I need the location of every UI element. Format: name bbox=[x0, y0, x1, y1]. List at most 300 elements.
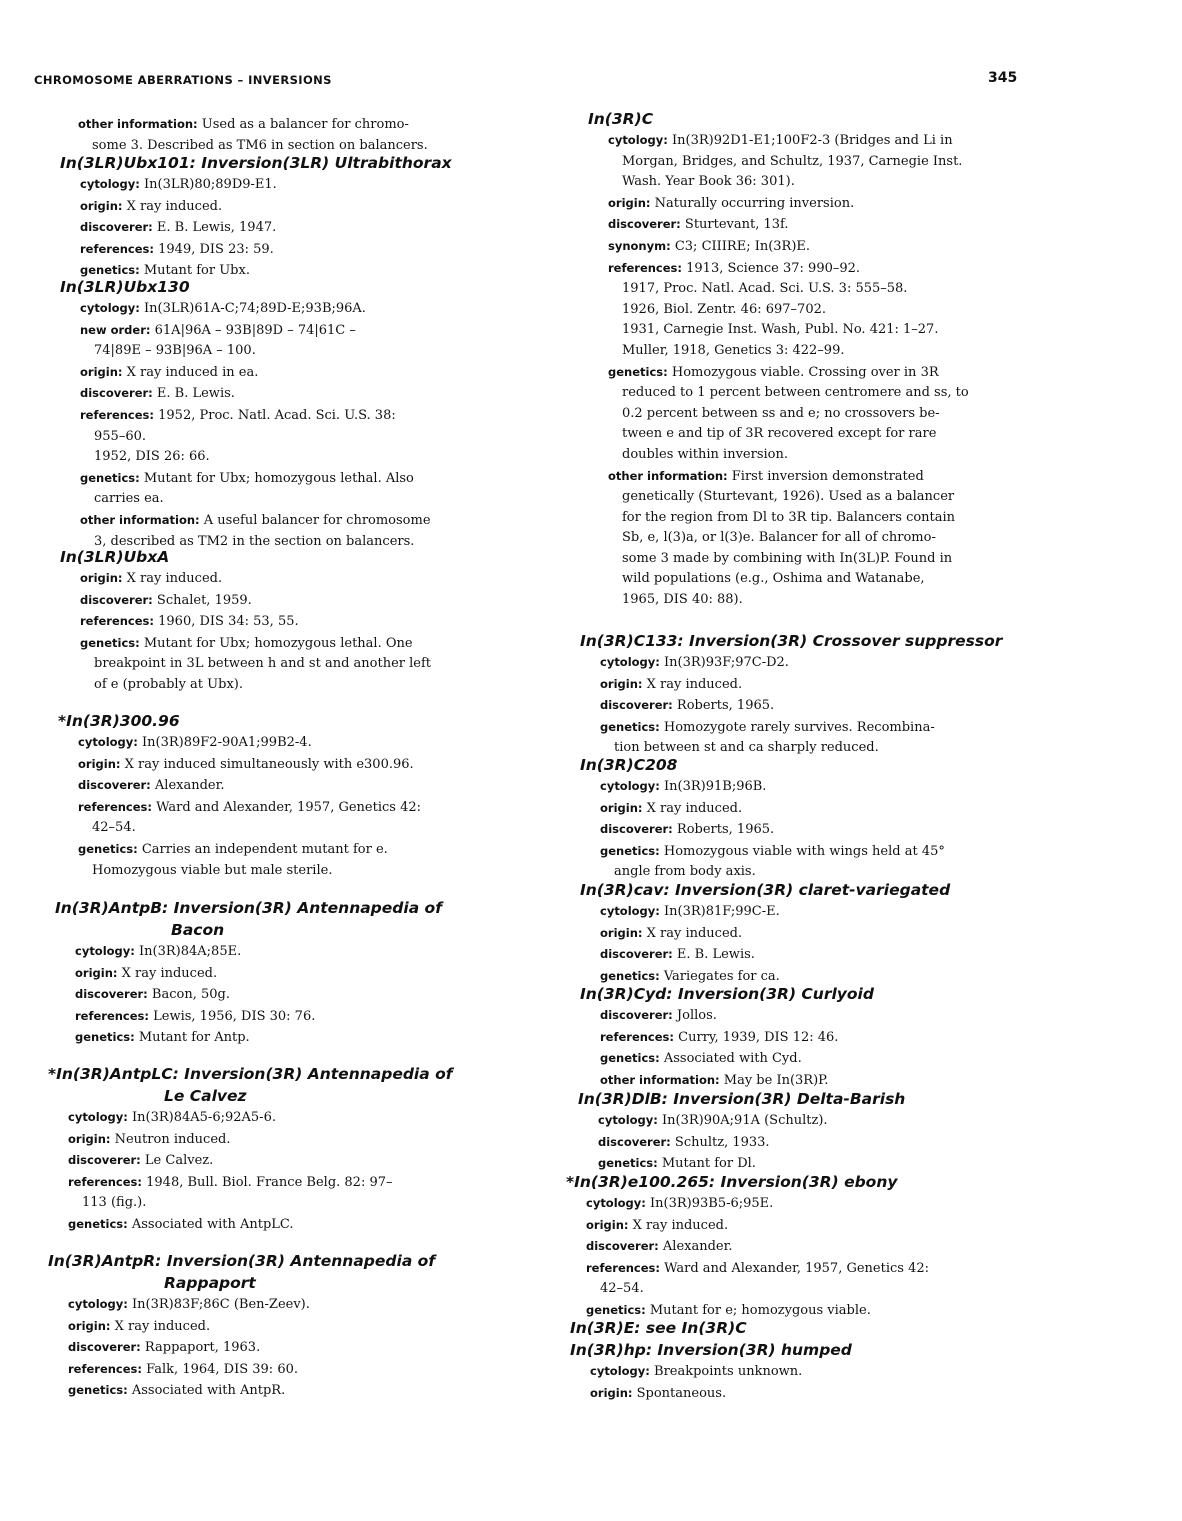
field-text: carries ea. bbox=[94, 491, 164, 507]
field-text: Bacon, 50g. bbox=[147, 987, 230, 1003]
entry-line bbox=[608, 569, 969, 590]
field-label: discoverer: bbox=[608, 217, 681, 232]
field-label: discoverer: bbox=[600, 1008, 673, 1022]
field-text: Homozygous viable. Crossing over in 3R bbox=[667, 364, 939, 380]
entry-line bbox=[598, 1110, 905, 1132]
field-label: discoverer: bbox=[586, 1239, 659, 1254]
entry-line bbox=[78, 797, 421, 819]
field-text: Homozygous viable with wings held at 45° bbox=[659, 843, 945, 859]
field-text: some 3 made by combining with In(3L)P. Found in bbox=[622, 550, 953, 566]
entry-line bbox=[586, 1258, 929, 1280]
entry bbox=[60, 276, 431, 552]
entry bbox=[58, 710, 421, 881]
field-label: genetics: bbox=[80, 263, 140, 278]
entry-title-line: In(3R)Cyd: Inversion(3R) Curlyoid bbox=[580, 985, 874, 1003]
entry-line bbox=[80, 362, 431, 384]
field-label: references: bbox=[78, 799, 152, 814]
field-label: origin: bbox=[586, 1217, 629, 1232]
entry-line bbox=[600, 717, 1002, 739]
field-text: Wash. Year Book 36: 301). bbox=[622, 174, 795, 190]
entry-line bbox=[600, 841, 945, 863]
field-text: X ray induced in ea. bbox=[122, 364, 259, 380]
field-label: other information: bbox=[600, 1072, 720, 1087]
field-text: for the region from Dl to 3R tip. Balancers contain bbox=[622, 509, 956, 525]
field-label: genetics: bbox=[68, 1383, 128, 1398]
field-text: tion between st and ca sharply reduced. bbox=[614, 740, 879, 756]
field-text: 42–54. bbox=[92, 820, 136, 836]
entry-line bbox=[608, 508, 969, 529]
field-label: cytology: bbox=[586, 1196, 646, 1210]
entry-line bbox=[608, 152, 969, 173]
entry-title bbox=[580, 879, 950, 901]
entry bbox=[570, 1339, 852, 1404]
field-label: discoverer: bbox=[600, 822, 673, 837]
entry-line bbox=[586, 1215, 929, 1237]
field-label: cytology: bbox=[600, 904, 660, 918]
entry-title-line: In(3LR)Ubx101: Inversion(3LR) Ultrabithorax bbox=[60, 154, 452, 172]
field-text: In(3R)90A;91A (Schultz). bbox=[657, 1113, 828, 1128]
entry-line bbox=[590, 1383, 852, 1405]
field-label: references: bbox=[600, 1029, 674, 1044]
entry-title-line: In(3R)C133: Inversion(3R) Crossover suppressor bbox=[580, 632, 1003, 650]
entry-line bbox=[608, 341, 969, 362]
entry-title-line: In(3LR)Ubx130 bbox=[60, 278, 190, 296]
entry-line bbox=[80, 654, 431, 675]
entry-line bbox=[80, 447, 431, 468]
field-text: Jollos. bbox=[672, 1008, 717, 1023]
entry bbox=[78, 114, 428, 156]
entry-line bbox=[600, 901, 950, 923]
field-text: Curry, 1939, DIS 12: 46. bbox=[674, 1029, 839, 1045]
field-text: Le Calvez. bbox=[140, 1153, 214, 1169]
entry-line bbox=[75, 984, 442, 1006]
field-text: breakpoint in 3L between h and st and another left bbox=[94, 656, 432, 672]
entry-line bbox=[80, 633, 431, 655]
field-label: discoverer: bbox=[75, 987, 148, 1002]
field-text: X ray induced. bbox=[628, 1217, 729, 1233]
entry-title bbox=[60, 276, 431, 298]
field-label: new order: bbox=[80, 322, 151, 337]
entry-line bbox=[608, 404, 969, 425]
entry-line bbox=[68, 1193, 453, 1214]
entry-line bbox=[608, 549, 969, 570]
entry-title bbox=[48, 1250, 435, 1294]
entry-title bbox=[578, 1088, 905, 1110]
entry-line bbox=[600, 944, 950, 966]
entry-title-line: *In(3R)300.96 bbox=[58, 712, 180, 730]
field-label: discoverer: bbox=[598, 1134, 671, 1149]
entry-line bbox=[80, 174, 452, 196]
field-text: genetically (Sturtevant, 1926). Used as a balancer bbox=[622, 489, 955, 505]
entry-line bbox=[80, 196, 452, 218]
entry-title-line: Le Calvez bbox=[164, 1087, 247, 1105]
field-text: X ray induced. bbox=[117, 965, 218, 981]
entry-line bbox=[600, 1027, 874, 1049]
entry-line bbox=[608, 300, 969, 321]
entry-title-line: Bacon bbox=[171, 921, 225, 939]
field-text: In(3R)91B;96B. bbox=[659, 779, 767, 794]
entry-line bbox=[80, 298, 431, 320]
field-text: In(3R)84A5-6;92A5-6. bbox=[127, 1110, 276, 1125]
field-text: 1949, DIS 23: 59. bbox=[154, 241, 274, 257]
field-text: Neutron induced. bbox=[110, 1131, 231, 1147]
field-text: Naturally occurring inversion. bbox=[650, 195, 855, 211]
field-text: E. B. Lewis, 1947. bbox=[152, 220, 277, 236]
entry-line bbox=[608, 445, 969, 466]
field-text: 1948, Bull. Biol. France Belg. 82: 97– bbox=[142, 1174, 393, 1190]
field-text: 1926, Biol. Zentr. 46: 697–702. bbox=[622, 301, 826, 317]
entry-line bbox=[600, 652, 1002, 674]
field-text: 74|89E – 93B|96A – 100. bbox=[94, 343, 256, 359]
entry-title-line: In(3R)C208 bbox=[580, 756, 678, 774]
field-label: genetics: bbox=[80, 470, 140, 485]
field-text: angle from body axis. bbox=[614, 864, 756, 880]
entry-line bbox=[80, 239, 452, 261]
entry-line bbox=[600, 776, 945, 798]
field-text: X ray induced. bbox=[122, 571, 223, 586]
entry-line bbox=[80, 405, 431, 427]
entry-title-line: In(3R)AntpB: Inversion(3R) Antennapedia of bbox=[55, 899, 442, 917]
field-text: Mutant for Dl. bbox=[657, 1156, 756, 1172]
field-text: Ward and Alexander, 1957, Genetics 42: bbox=[152, 799, 422, 815]
field-text: In(3R)84A;85E. bbox=[134, 944, 242, 959]
entry-line bbox=[78, 754, 421, 776]
entry-title-line: In(3R)cav: Inversion(3R) claret-variegated bbox=[580, 881, 951, 899]
field-label: cytology: bbox=[68, 1297, 128, 1311]
field-label: genetics: bbox=[586, 1302, 646, 1317]
entry-line bbox=[68, 1107, 453, 1129]
entry-line bbox=[608, 362, 969, 384]
entry-line bbox=[80, 427, 431, 448]
field-label: genetics: bbox=[78, 841, 138, 856]
field-label: origin: bbox=[600, 800, 643, 815]
entry-line bbox=[600, 695, 1002, 717]
field-label: cytology: bbox=[68, 1110, 128, 1124]
entry bbox=[580, 879, 950, 987]
field-label: cytology: bbox=[600, 779, 660, 793]
field-label: cytology: bbox=[608, 133, 668, 147]
entry bbox=[580, 630, 1002, 759]
field-label: discoverer: bbox=[68, 1340, 141, 1355]
field-text: Falk, 1964, DIS 39: 60. bbox=[142, 1361, 298, 1377]
entry-line bbox=[68, 1214, 453, 1236]
field-text: Sturtevant, 13f. bbox=[680, 217, 789, 233]
entry-line bbox=[608, 279, 969, 300]
field-text: Sb, e, l(3)a, or l(3)e. Balancer for all of chromo- bbox=[622, 530, 936, 546]
entry-title bbox=[48, 1063, 453, 1107]
field-label: origin: bbox=[80, 198, 123, 213]
entry-line bbox=[75, 1006, 442, 1028]
field-text: 1952, DIS 26: 66. bbox=[94, 449, 210, 465]
entry-line bbox=[590, 1361, 852, 1383]
field-text: 955–60. bbox=[94, 428, 146, 444]
field-label: cytology: bbox=[80, 177, 140, 191]
field-text: A useful balancer for chromosome bbox=[199, 512, 431, 528]
field-text: In(3R)81F;99C-E. bbox=[659, 904, 780, 919]
entry-line bbox=[608, 590, 969, 611]
field-text: Roberts, 1965. bbox=[672, 822, 775, 838]
field-text: X ray induced. bbox=[642, 800, 743, 816]
field-label: references: bbox=[80, 241, 154, 256]
field-text: 1960, DIS 34: 53, 55. bbox=[154, 614, 299, 630]
field-text: In(3R)89F2-90A1;99B2-4. bbox=[137, 735, 312, 750]
entry-line bbox=[68, 1359, 435, 1381]
field-text: 1917, Proc. Natl. Acad. Sci. U.S. 3: 555–58. bbox=[622, 281, 908, 297]
field-text: Associated with Cyd. bbox=[659, 1051, 802, 1067]
field-text: Alexander. bbox=[150, 778, 225, 794]
entry-line bbox=[68, 1172, 453, 1194]
field-text: In(3R)92D1-E1;100F2-3 (Bridges and Li in bbox=[667, 133, 953, 148]
entry-line bbox=[78, 861, 421, 882]
field-text: 61A|96A – 93B|89D – 74|61C – bbox=[150, 322, 356, 338]
entry-line bbox=[78, 818, 421, 839]
field-label: origin: bbox=[600, 925, 643, 940]
field-text: Breakpoints unknown. bbox=[649, 1364, 803, 1379]
entry-line bbox=[80, 675, 431, 696]
entry-title bbox=[55, 897, 442, 941]
entry-line bbox=[68, 1150, 453, 1172]
entry-title-line: In(3LR)UbxA bbox=[60, 548, 170, 566]
field-text: Alexander. bbox=[658, 1239, 733, 1255]
field-label: references: bbox=[68, 1361, 142, 1376]
field-label: genetics: bbox=[80, 635, 140, 650]
entry-line bbox=[608, 320, 969, 341]
field-label: cytology: bbox=[75, 944, 135, 958]
field-text: C3; CIIIRE; In(3R)E. bbox=[670, 238, 811, 254]
field-text: Homozygous viable but male sterile. bbox=[92, 862, 333, 878]
field-text: reduced to 1 percent between centromere and ss, to bbox=[622, 385, 969, 401]
entry-line bbox=[586, 1236, 929, 1258]
field-text: Mutant for e; homozygous viable. bbox=[645, 1302, 871, 1318]
field-label: genetics: bbox=[600, 719, 660, 734]
field-label: references: bbox=[80, 614, 154, 629]
field-label: origin: bbox=[78, 756, 121, 771]
field-text: Carries an independent mutant for e. bbox=[137, 841, 388, 857]
field-text: X ray induced. bbox=[122, 198, 223, 214]
field-label: origin: bbox=[590, 1385, 633, 1400]
field-text: 0.2 percent between ss and e; no crossovers be- bbox=[622, 405, 940, 421]
field-text: X ray induced. bbox=[642, 925, 743, 941]
field-text: Mutant for Ubx; homozygous lethal. Also bbox=[139, 470, 414, 486]
entry-line bbox=[586, 1193, 929, 1215]
field-text: of e (probably at Ubx). bbox=[94, 676, 243, 692]
entry-line bbox=[80, 489, 431, 510]
page-number: 345 bbox=[988, 70, 1018, 86]
entry-line bbox=[608, 172, 969, 193]
entry-line bbox=[600, 798, 945, 820]
entry-title bbox=[580, 754, 945, 776]
entry bbox=[570, 1317, 747, 1339]
field-text: some 3. Described as TM6 in section on balancers. bbox=[92, 137, 428, 153]
field-label: cytology: bbox=[590, 1364, 650, 1378]
field-text: Rappaport, 1963. bbox=[140, 1340, 261, 1356]
entry-line bbox=[608, 193, 969, 215]
field-text: doubles within inversion. bbox=[622, 446, 788, 462]
field-text: 42–54. bbox=[600, 1281, 644, 1297]
entry-title-line: In(3R)hp: Inversion(3R) humped bbox=[570, 1341, 852, 1359]
entry-title bbox=[60, 152, 452, 174]
field-text: 3, described as TM2 in the section on balancers. bbox=[94, 533, 415, 549]
field-label: cytology: bbox=[600, 655, 660, 669]
entry-line bbox=[608, 383, 969, 404]
field-label: cytology: bbox=[78, 735, 138, 749]
entry-title-line: In(3R)AntpR: Inversion(3R) Antennapedia of bbox=[48, 1252, 436, 1270]
running-title: CHROMOSOME ABERRATIONS – INVERSIONS bbox=[34, 73, 332, 87]
field-label: cytology: bbox=[80, 301, 140, 315]
field-label: discoverer: bbox=[68, 1153, 141, 1168]
field-text: Mutant for Ubx; homozygous lethal. One bbox=[139, 635, 413, 651]
entry-line bbox=[608, 528, 969, 549]
field-label: other information: bbox=[608, 468, 728, 483]
field-label: references: bbox=[586, 1260, 660, 1275]
entry-line bbox=[608, 487, 969, 508]
field-label: discoverer: bbox=[80, 386, 153, 401]
entry-line bbox=[78, 732, 421, 754]
field-text: X ray induced. bbox=[110, 1318, 211, 1334]
field-label: synonym: bbox=[608, 238, 671, 253]
entry-line bbox=[78, 114, 428, 136]
field-text: 1913, Science 37: 990–92. bbox=[682, 260, 861, 276]
field-label: origin: bbox=[600, 676, 643, 691]
field-text: Schultz, 1933. bbox=[670, 1134, 770, 1150]
entry-line bbox=[68, 1316, 435, 1338]
entry-title bbox=[580, 630, 1002, 652]
field-text: X ray induced simultaneously with e300.96. bbox=[120, 756, 414, 772]
field-text: E. B. Lewis. bbox=[152, 386, 235, 402]
entry bbox=[566, 1171, 929, 1322]
field-text: Mutant for Antp. bbox=[134, 1030, 250, 1046]
entry bbox=[580, 754, 945, 883]
entry-line bbox=[608, 214, 969, 236]
entry-line bbox=[75, 963, 442, 985]
field-text: 1931, Carnegie Inst. Wash, Publ. No. 421: 1–27. bbox=[622, 322, 939, 338]
field-text: In(3R)93F;97C-D2. bbox=[659, 655, 789, 670]
field-text: In(3R)83F;86C (Ben-Zeev). bbox=[127, 1297, 310, 1312]
field-label: genetics: bbox=[68, 1216, 128, 1231]
field-text: Morgan, Bridges, and Schultz, 1937, Carnegie Inst. bbox=[622, 153, 963, 169]
entry bbox=[578, 1088, 905, 1175]
entry-title-line: *In(3R)AntpLC: Inversion(3R) Antennapedia of bbox=[48, 1065, 453, 1083]
entry-title bbox=[588, 108, 969, 130]
entry-line bbox=[608, 236, 969, 258]
field-text: Ward and Alexander, 1957, Genetics 42: bbox=[660, 1260, 930, 1276]
field-text: May be In(3R)P. bbox=[719, 1072, 829, 1088]
field-label: origin: bbox=[68, 1318, 111, 1333]
field-label: discoverer: bbox=[78, 778, 151, 793]
field-label: genetics: bbox=[600, 1051, 660, 1066]
field-label: origin: bbox=[75, 965, 118, 980]
field-text: First inversion demonstrated bbox=[727, 468, 924, 484]
entry bbox=[48, 1063, 453, 1236]
entry-line bbox=[608, 130, 969, 152]
entry-line bbox=[80, 568, 431, 590]
field-label: references: bbox=[608, 260, 682, 275]
entry-title-line: In(3R)E: see In(3R)C bbox=[570, 1319, 747, 1337]
field-text: Homozygote rarely survives. Recombina- bbox=[659, 719, 935, 735]
entry-line bbox=[80, 341, 431, 362]
entry-title-line: In(3R)C bbox=[588, 110, 654, 128]
field-text: E. B. Lewis. bbox=[672, 947, 755, 963]
entry-title bbox=[58, 710, 421, 732]
field-label: genetics: bbox=[75, 1030, 135, 1045]
entry-line bbox=[600, 819, 945, 841]
entry-title-line: *In(3R)e100.265: Inversion(3R) ebony bbox=[566, 1173, 898, 1191]
field-text: Schalet, 1959. bbox=[152, 592, 252, 608]
field-text: In(3LR)80;89D9-E1. bbox=[139, 177, 277, 192]
entry-title bbox=[580, 983, 874, 1005]
entry-title bbox=[60, 546, 431, 568]
entry-line bbox=[80, 590, 431, 612]
entry-title bbox=[566, 1171, 929, 1193]
entry bbox=[48, 1250, 435, 1402]
field-text: Mutant for Ubx. bbox=[139, 263, 250, 279]
entry-line bbox=[608, 258, 969, 280]
field-label: origin: bbox=[80, 364, 123, 379]
field-label: discoverer: bbox=[80, 220, 153, 235]
entry-line bbox=[600, 923, 950, 945]
entry-line bbox=[600, 1005, 874, 1027]
field-text: Spontaneous. bbox=[632, 1385, 727, 1401]
entry-line bbox=[78, 775, 421, 797]
entry-line bbox=[68, 1129, 453, 1151]
entry-line bbox=[80, 320, 431, 342]
field-label: genetics: bbox=[600, 843, 660, 858]
field-text: Variegates for ca. bbox=[659, 968, 780, 984]
field-label: other information: bbox=[78, 117, 198, 131]
entry-line bbox=[80, 468, 431, 490]
field-label: origin: bbox=[80, 571, 123, 585]
entry-line bbox=[68, 1380, 435, 1402]
entry-title bbox=[570, 1339, 852, 1361]
entry-title-line: Rappaport bbox=[164, 1274, 256, 1292]
entry-line bbox=[68, 1337, 435, 1359]
entry-line bbox=[586, 1279, 929, 1300]
entry-line bbox=[608, 466, 969, 488]
entry-title bbox=[570, 1317, 747, 1339]
entry-line bbox=[80, 611, 431, 633]
entry bbox=[580, 983, 874, 1091]
field-text: 1952, Proc. Natl. Acad. Sci. U.S. 38: bbox=[154, 407, 396, 423]
field-text: tween e and tip of 3R recovered except for rare bbox=[622, 426, 937, 442]
field-text: wild populations (e.g., Oshima and Watanabe, bbox=[622, 571, 925, 587]
field-text: Used as a balancer for chromo- bbox=[197, 117, 409, 132]
field-label: genetics: bbox=[598, 1156, 658, 1171]
field-label: references: bbox=[75, 1008, 149, 1023]
field-label: origin: bbox=[608, 195, 651, 210]
entry-line bbox=[75, 1027, 442, 1049]
field-label: genetics: bbox=[600, 968, 660, 983]
field-label: references: bbox=[80, 407, 154, 422]
entry bbox=[55, 897, 442, 1049]
entry-line bbox=[75, 941, 442, 963]
entry bbox=[588, 108, 969, 611]
entry-line bbox=[600, 1048, 874, 1070]
field-label: origin: bbox=[68, 1131, 111, 1146]
field-text: X ray induced. bbox=[642, 676, 743, 692]
field-text: Associated with AntpLC. bbox=[127, 1216, 294, 1232]
entry-line bbox=[608, 424, 969, 445]
field-label: discoverer: bbox=[600, 947, 673, 962]
field-text: In(3LR)61A-C;74;89D-E;93B;96A. bbox=[139, 301, 366, 316]
field-text: Roberts, 1965. bbox=[672, 698, 775, 714]
entry bbox=[60, 546, 431, 696]
entry-line bbox=[80, 217, 452, 239]
field-label: discoverer: bbox=[80, 592, 153, 607]
field-label: references: bbox=[68, 1174, 142, 1189]
entry-line bbox=[600, 674, 1002, 696]
field-label: other information: bbox=[80, 512, 200, 527]
entry-title-line: In(3R)DlB: Inversion(3R) Delta-Barish bbox=[578, 1090, 906, 1108]
